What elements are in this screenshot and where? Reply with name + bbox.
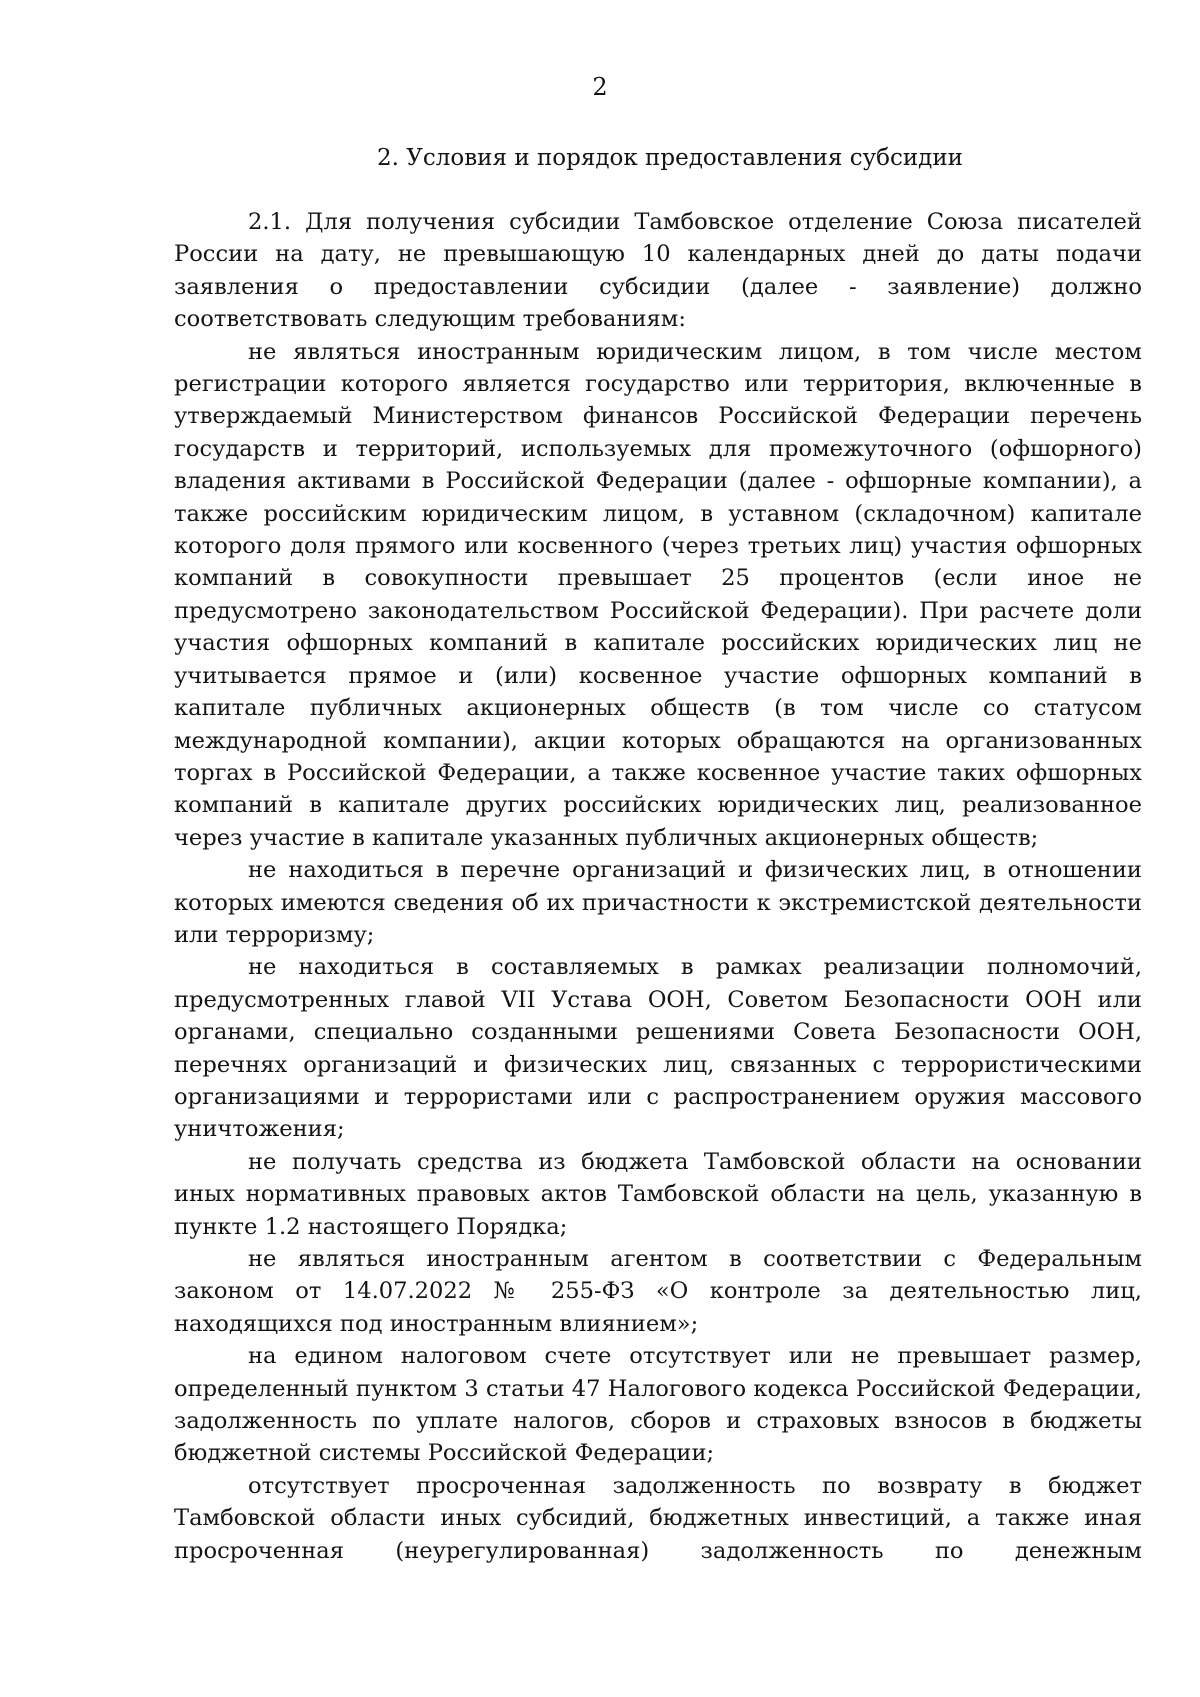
paragraph-requirement-not-extremist-list: не находиться в перечне организаций и физических лиц, в отношении которых имеются сведения об их причастности к экстремистской деятельности или терроризму; — [174, 857, 1142, 948]
paragraph-2-1-intro: 2.1. Для получения субсидии Тамбовское отделение Союза писателей России на дату, не превышающую 10 календарных дней до даты подачи заявления о предоставлении субсидии (далее - заявление) должно соответствовать следующим требованиям: — [174, 209, 1142, 333]
paragraph-requirement-no-tax-debt: на едином налоговом счете отсутствует или не превышает размер, определенный пунктом 3 статьи 47 Налогового кодекса Российской Федерации, задолженность по уплате налогов, сборов и страховых взносов в бюджеты бюджетной системы Российской Федерации; — [174, 1343, 1142, 1467]
paragraph-requirement-not-foreign-agent: не являться иностранным агентом в соответствии с Федеральным законом от 14.07.2022 № 255-ФЗ «О контроле за деятельностью лиц, находящихся под иностранным влиянием»; — [174, 1246, 1142, 1337]
section-title: 2. Условия и порядок предоставления субсидии — [377, 145, 963, 171]
paragraph-requirement-not-foreign-entity: не являться иностранным юридическим лицом, в том числе местом регистрации которого является государство или территория, включенные в утверждаемый Министерством финансов Российской Федерации перечень государств и территорий, используемых для промежуточного (офшорного) владения активами в Российской Федерации (далее - офшорные компании), а также российским юридическим лицом, в уставном (складочном) капитале которого доля прямого или косвенного (через третьих лиц) участия офшорных компаний в совокупности превышает 25 процентов (если иное не предусмотрено законодательством Российской Федерации). При расчете доли участия офшорных компаний в капитале российских юридических лиц не учитывается прямое и (или) косвенное участие офшорных компаний в капитале публичных акционерных обществ (в том числе со статусом международной компании), акции которых обращаются на организованных торгах в Российской Федерации, а также косвенное участие таких офшорных компаний в капитале других российских юридических лиц, реализованное через участие в капитале указанных публичных акционерных обществ; — [174, 338, 1142, 851]
paragraph-requirement-no-other-regional-funds: не получать средства из бюджета Тамбовской области на основании иных нормативных правовых актов Тамбовской области на цель, указанную в пункте 1.2 настоящего Порядка; — [174, 1148, 1142, 1240]
paragraph-requirement-no-overdue-debt: отсутствует просроченная задолженность по возврату в бюджет Тамбовской области иных субсидий, бюджетных инвестиций, а также иная просроченная (неурегулированная) задолженность по денежным — [174, 1472, 1142, 1564]
page-number: 2 — [592, 73, 608, 101]
paragraph-requirement-not-un-sanctions-list: не находиться в составляемых в рамках реализации полномочий, предусмотренных главой VII Устава ООН, Советом Безопасности ООН или органами, специально созданными решениями Совета Безопасности ООН, перечнях организаций и физических лиц, связанных с террористическими организациями и террористами или с распространением оружия массового уничтожения; — [174, 954, 1142, 1143]
document-body — [174, 206, 1142, 1567]
